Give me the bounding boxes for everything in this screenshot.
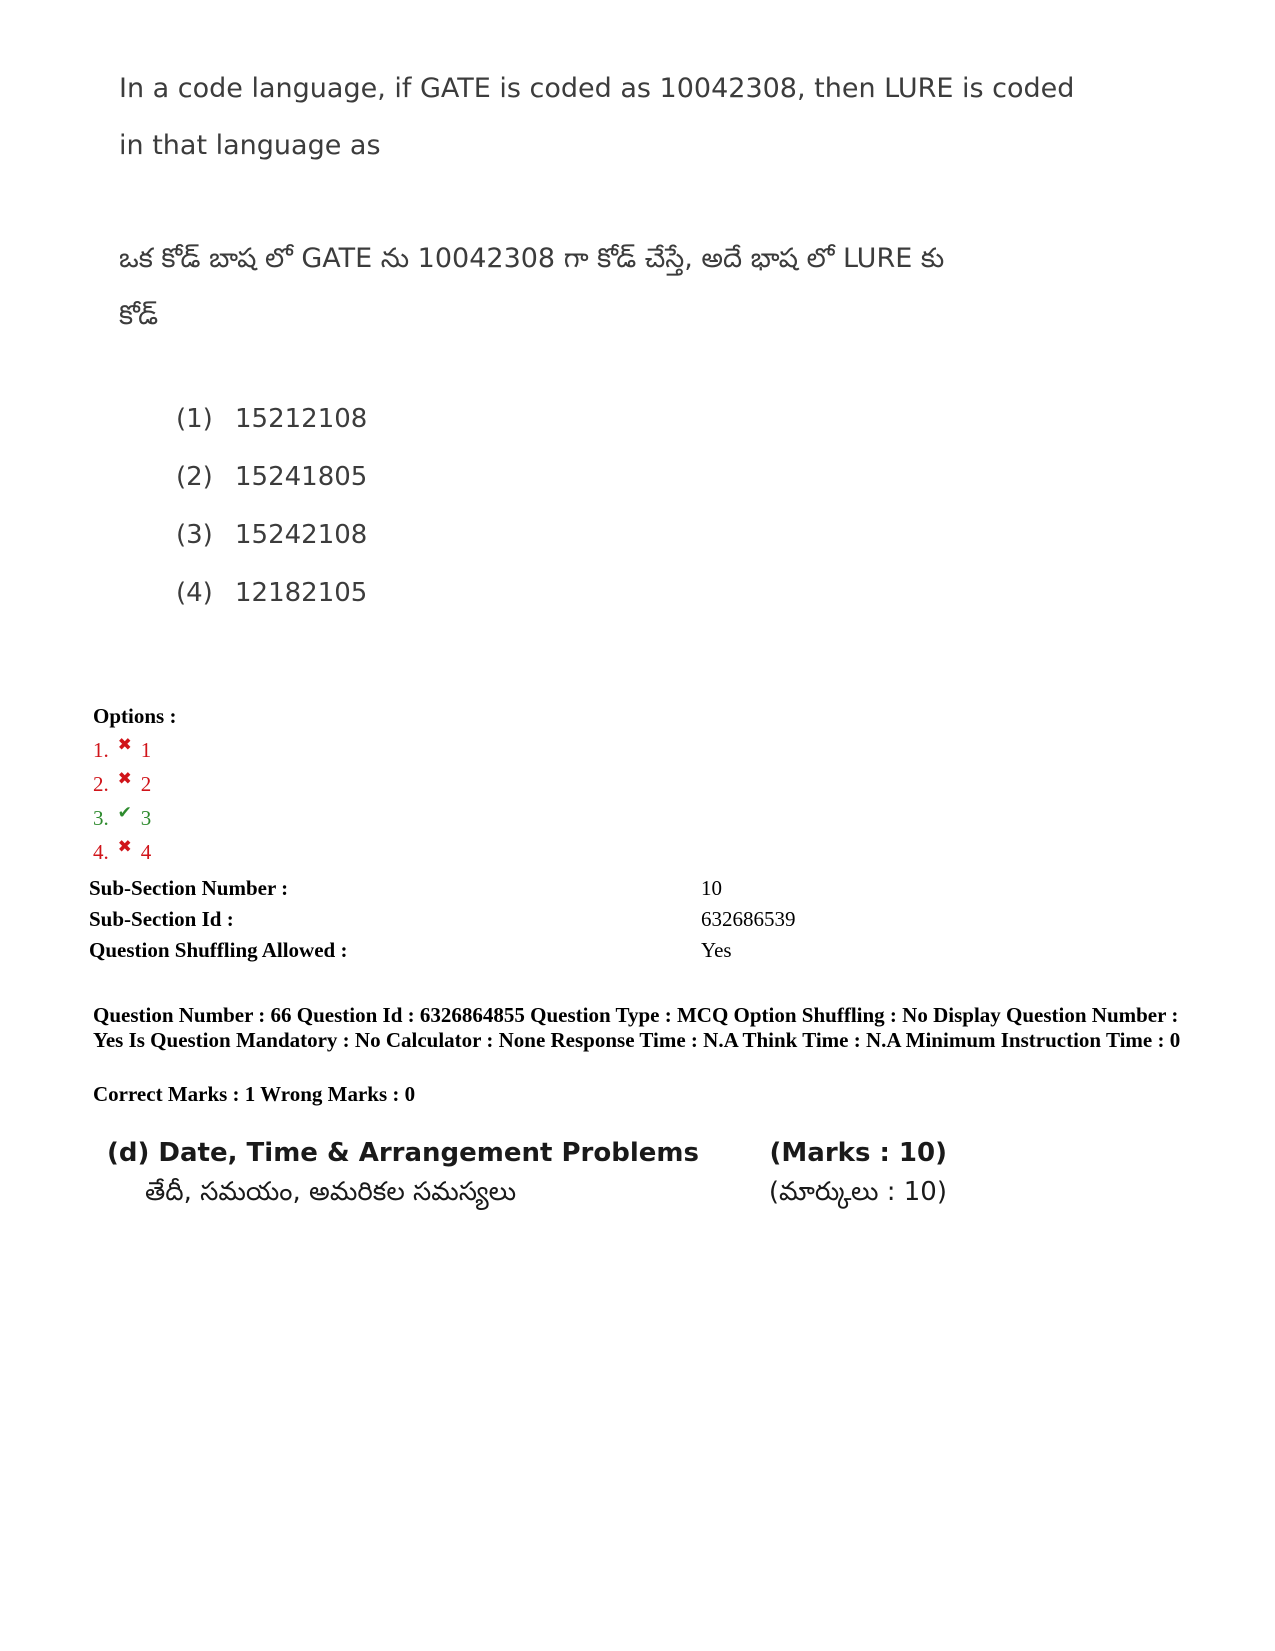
choice-value: 15212108 (235, 404, 368, 434)
choice-item (176, 578, 367, 636)
option-item (93, 835, 176, 869)
choice-value: 15242108 (235, 520, 368, 550)
choice-item (176, 462, 367, 520)
subsection-number-label: Sub-Section Number : (89, 876, 289, 900)
cross-icon: ✖ (117, 769, 132, 788)
choice-value: 15241805 (235, 462, 368, 492)
section-header-telugu (107, 1172, 947, 1212)
choice-number: (1) (176, 404, 213, 434)
subsection-info (89, 873, 796, 966)
subsection-number-row (89, 873, 796, 904)
subsection-id-label: Sub-Section Id : (89, 907, 234, 931)
choice-item (176, 404, 367, 462)
subsection-id-value: 632686539 (701, 907, 796, 931)
question-text (119, 60, 1079, 344)
section-marks-en: (Marks : 10) (769, 1138, 947, 1168)
question-english-line-1: In a code language, if GATE is coded as 10042308, then LURE is coded (119, 73, 1075, 104)
choice-number: (3) (176, 520, 213, 550)
subsection-id-row (89, 904, 796, 935)
option-label: 2 (140, 772, 152, 796)
question-shuffling-row (89, 935, 796, 966)
question-info: Question Number : 66 Question Id : 6326864855 Question Type : MCQ Option Shuffling : No Display Question Number : Yes Is Question Mandatory : No Calculator : None Response Time : N.A Think Time : N.A Minimum Instruction Time : 0 (93, 1003, 1181, 1052)
check-icon: ✔ (117, 803, 132, 822)
option-label: 4 (140, 840, 152, 864)
choice-number: (2) (176, 462, 213, 492)
question-marks: Correct Marks : 1 Wrong Marks : 0 (93, 1082, 416, 1106)
options-title: Options : (93, 704, 177, 728)
question-shuffling-value: Yes (701, 938, 732, 962)
section-title-te: తేదీ, సమయం, అమరికల సమస్యలు (145, 1177, 517, 1207)
section-header-english (107, 1134, 947, 1172)
section-title-en: (d) Date, Time & Arrangement Problems (107, 1138, 699, 1168)
choice-value: 12182105 (235, 578, 368, 608)
question-shuffling-label: Question Shuffling Allowed : (89, 938, 348, 962)
choice-item (176, 520, 367, 578)
option-index: 4. (93, 840, 109, 864)
question-english-line-2: in that language as (119, 130, 381, 161)
option-index: 1. (93, 738, 109, 762)
option-label: 3 (140, 806, 152, 830)
question-telugu-line-2: కోడ్ (119, 300, 159, 331)
cross-icon: ✖ (117, 837, 132, 856)
choice-number: (4) (176, 578, 213, 608)
section-marks-te: (మార్కులు : 10) (768, 1177, 947, 1207)
answer-choices (176, 404, 367, 636)
option-index: 2. (93, 772, 109, 796)
options-list (93, 700, 176, 869)
question-telugu-line-1: ఒక కోడ్ బాష లో GATE ను 10042308 గా కోడ్ చేస్తే, అదే భాష లో LURE కు (119, 243, 945, 274)
option-label: 1 (140, 738, 152, 762)
subsection-number-value: 10 (701, 876, 722, 900)
cross-icon: ✖ (117, 735, 132, 754)
option-index: 3. (93, 806, 109, 830)
section-header (107, 1134, 947, 1212)
